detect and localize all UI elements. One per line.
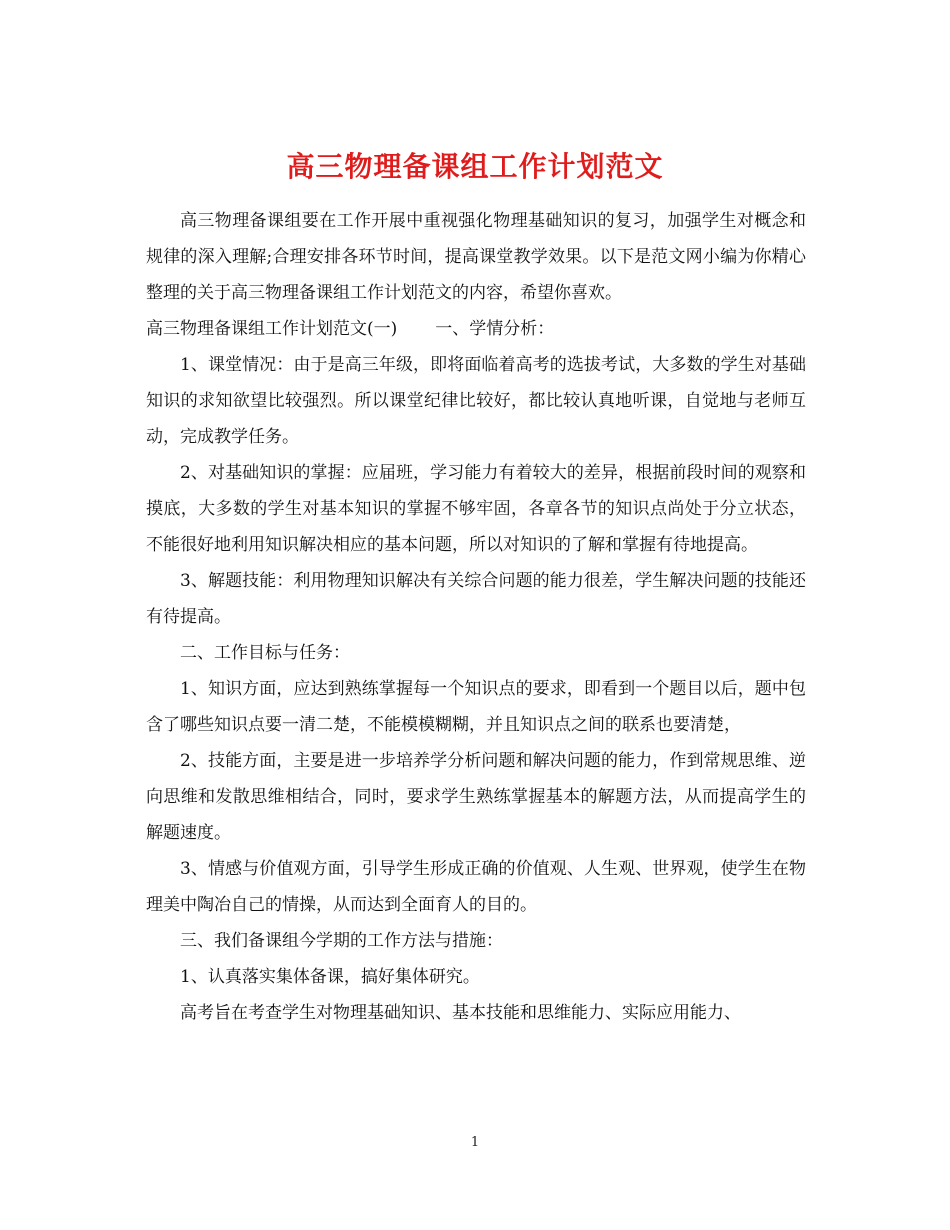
paragraph-exam-aim: 高考旨在考查学生对物理基础知识、基本技能和思维能力、实际应用能力、	[180, 1003, 741, 1023]
paragraph-skills: 3、解题技能：利用物理知识解决有关综合问题的能力很差，学生解决问题的技能还有待提高。	[146, 571, 806, 627]
paragraph-ability: 2、技能方面，主要是进一步培养学分析问题和解决问题的能力，作到常规思维、逆向思维和发散思维相结合，同时，要求学生熟练掌握基本的解题方法，从而提高学生的解题速度。	[146, 751, 806, 843]
paragraph-values: 3、情感与价值观方面，引导学生形成正确的价值观、人生观、世界观，使学生在物理美中陶冶自己的情操，从而达到全面育人的目的。	[146, 859, 806, 915]
intro-paragraph: 高三物理备课组要在工作开展中重视强化物理基础知识的复习，加强学生对概念和规律的深入理解;合理安排各环节时间，提高课堂教学效果。以下是范文网小编为你精心整理的关于高三物理备课组工作计划范文的内容，希望你喜欢。	[146, 211, 806, 303]
section-heading-1: 一、学情分析：	[435, 319, 555, 339]
page-number: 1	[470, 1135, 480, 1150]
paragraph-collective-prep: 1、认真落实集体备课，搞好集体研究。	[180, 967, 480, 987]
paragraph-basics: 2、对基础知识的掌握：应届班，学习能力有着较大的差异，根据前段时间的观察和摸底，大多数的学生对基本知识的掌握不够牢固，各章各节的知识点尚处于分立状态，不能很好地利用知识解决相应的基本问题，所以对知识的了解和掌握有待地提高。	[146, 463, 806, 555]
section-heading-2: 二、工作目标与任务：	[180, 643, 350, 663]
document-title: 高三物理备课组工作计划范文	[286, 149, 664, 183]
subheading-line	[146, 311, 806, 347]
paragraph-knowledge: 1、知识方面，应达到熟练掌握每一个知识点的要求，即看到一个题目以后，题中包含了哪些知识点要一清二楚，不能模模糊糊，并且知识点之间的联系也要清楚，	[146, 679, 806, 735]
paragraph-classroom: 1、课堂情况：由于是高三年级，即将面临着高考的选拔考试，大多数的学生对基础知识的求知欲望比较强烈。所以课堂纪律比较好，都比较认真地听课，自觉地与老师互动，完成教学任务。	[146, 355, 806, 447]
document-body	[146, 203, 806, 1031]
section-heading-3: 三、我们备课组今学期的工作方法与措施：	[180, 931, 503, 951]
subheading: 高三物理备课组工作计划范文(一)	[146, 319, 398, 339]
